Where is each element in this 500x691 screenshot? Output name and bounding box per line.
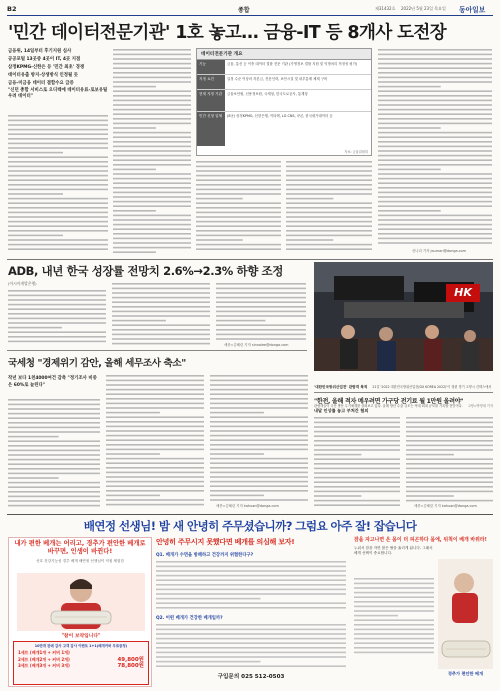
article4-subhead: 내달 인상률 놓고 부처간 협의 [314,408,369,413]
ad-offer-label: 2세트 (베개2개 + 커버 2개) [18,656,70,662]
article3-body-col3 [210,374,308,502]
photo1-credit: 고양=박영대 기자 [467,404,493,408]
subhead-line: 데이터유출 방지-상생방식 인정될 듯 [8,73,79,78]
ad-quote: "참이 보약입니다" [61,634,101,639]
ad-right-headline: 잠을 자고나면 온 몸이 더 피곤하다 몸에, 뒤척이 베개 바꿔라! [354,537,487,543]
body-text-lines [106,374,204,510]
article1-body-col1 [8,114,108,254]
article4-body-col1 [314,416,400,510]
ad-offer-title: 10만개 판매 감사 고객 감사 이벤트 1+1(베개커버 무료증정) [34,644,128,648]
body-text-lines [8,289,106,347]
table-source: 자료: 금융위원회 [344,150,368,154]
article1-body-col4 [286,160,372,254]
article4-byline: 세종=김혜린 기자 kahuan@donga.com [414,504,477,508]
article2-byline: 세종=김혜린 기자 sinnalee@donga.com [224,343,289,347]
edition-number: 제31432호 [375,6,396,11]
ad-offer-box [13,641,149,685]
ad-left-subtitle: 선호 건강기능성 경추 베개 배연정 선생님이 직접 체험한 [36,559,124,563]
table-row-label: 민간 신청 업체 [197,112,225,146]
newspaper-brand: 동아일보 [459,6,486,14]
photo-defense-expo [314,262,493,371]
headline-article1: '민간 데이터전문기관' 1호 놓고… 금융-IT 등 8개사 도전장 [8,23,447,43]
page-header [7,5,493,15]
ad-banner: 배연정 선생님! 밤 새 안녕히 주무셨습니까? 그럼요 아주 잘! 잡습니다 [83,519,417,533]
article2-subhead: (아시아개발은행) [8,281,37,286]
photo1-caption-text: 21일 '2022 대한민국방위산업전(DX KOREA 2022)'이 열린 경기 고양시 킨텍스에서 관람객들이 국산 방산 무기체계를 살펴보고 있다. 올해 방산 수출 규모는 역대 최대 규모를 기록할 전망이다. [314,385,492,408]
article1-body-col2 [113,48,191,254]
table-row [197,112,371,146]
article4-body-col2 [406,416,493,502]
ad-right-caption: 경추가 편안한 베개 [447,671,484,676]
ad-offer-price: 78,800원 [117,663,144,670]
table-row-text: 금융, 통신 등 이종 데이터 결합 전문 기관 (가명정보 결합 지원 및 익명처리 적정성 평가) [227,62,358,66]
ad-q2-body [156,623,346,669]
photo1-caption-title: '대한민국방위산업전' 관람객 북적 [314,385,368,389]
article3-body-col2 [106,374,204,510]
headline-article4: "한전, 올해 적자 메우려면 가구당 전기료 월 1만원 올려야" [314,398,464,405]
body-text-lines [286,160,372,254]
subhead-line: 삼정KPMG-신한은 등 '민간 최초' 경쟁 [8,65,85,70]
ad-offer-label: 1세트 (베개1개 + 커버 1개) [18,650,70,656]
ad-right-body [354,577,434,657]
table-row [197,75,371,90]
ad-middle-headline: 안녕히 주무시지 못했다면 베개를 의심해 보자! [156,537,295,546]
ad-q2: Q2. 어떤 베개가 건강한 베개일까? [156,616,223,621]
ad-right-illustration [438,559,493,669]
article2-body-col1 [8,289,106,347]
table-row-label: 현재 지정 기관 [197,90,225,111]
ad-offer-price: 49,800원 [117,656,144,663]
article3-subhead: 작년 보다 1천4000여건 감축 "정기조사 비중은 60%로 늘린다" [8,376,97,388]
section-label: 종합 [238,7,250,14]
table-title: 데이터전문기관 개요 [197,49,371,60]
body-text-lines [354,577,434,657]
table-row-text: (8곳) 삼정KPMG, 신한은행, 이타렉, LG CNS, 쿠콘, 한국평가데이터 등 [227,114,333,118]
expo-sign: HK [446,284,480,302]
body-text-lines [156,623,346,669]
ad-left-panel [8,537,152,687]
body-text-lines [113,48,191,254]
ad-right-panel [354,537,493,687]
body-text-lines [8,114,108,254]
ad-phone: 구입문의 025 512-0503 [217,674,285,680]
table-row [197,60,371,75]
article3-byline: 세종=김혜린 기자 kahuan@donga.com [216,504,279,508]
body-text-lines [210,374,308,502]
table-row-label: 기능 [197,60,225,74]
subhead-line: 금융위, 14일부터 후기지원 심사 [8,49,72,54]
body-text-lines [8,398,100,510]
article1-subheads [8,48,108,100]
ad-q1-body [156,560,346,612]
article2-body-col2 [112,282,210,347]
subhead-line: 공공포털 13곳중 4곳이 IT, 4곳 지점 [8,57,81,62]
body-text-lines [112,282,210,347]
headline-article2: ADB, 내년 한국 성장률 전망치 2.6%→2.3% 하향 조정 [8,264,283,278]
ad-offer-label: 3세트 (베개3개 + 커버 3개) [18,663,70,669]
pillow-photo-illustration [438,559,493,669]
table-row [197,90,371,112]
article3-body-col1 [8,398,100,510]
body-text-lines [156,560,346,612]
ad-q1: Q1. 베개가 수면을 방해하고 건강까지 위협한다구? [156,553,254,558]
ad-product-illustration [17,573,145,631]
article1-body-col3 [196,160,281,254]
table-row-label: 지정 요건 [197,75,225,89]
article1-byline: 신나리 기자 journari@donga.com [412,249,466,253]
page-number: B2 [7,5,17,13]
ad-offer-row [14,663,148,670]
body-text-lines [314,416,400,510]
ad-left-headline: 내가 편한 베개는 어리고, 경추가 편안한 베개로 바꾸면, 인생이 바뀐다! [14,540,146,555]
headline-article3: 국세청 "경제위기 감안, 올해 세무조사 축소" [8,358,186,369]
table-row-text: 일정 수준 이상의 자본금, 전문인력, 보안시설 및 내부통제 체계 구비 [227,77,328,81]
body-text-lines [406,416,493,502]
photo-illustration [314,262,493,371]
article1-body-col5 [378,48,492,248]
article2-body-col3 [216,282,306,342]
table-row-text: 금융보안원, 신용정보원, 국세청, 한국도로공사, 통계청 [227,92,308,96]
body-text-lines [196,160,281,254]
data-table [196,48,372,156]
person-with-pillow-illustration [17,573,145,631]
body-text-lines [378,48,492,248]
subhead-line: "신던 총합 서비스로 오디텍에 데이터유료-로보유틸 우려 데이터" [8,88,108,99]
ad-right-sub: 누워서 잠을 자면 많은 땀을 흘리게 됩니다. 그래서 베개 선택이 중요합니다. [354,545,433,555]
subhead-line: 금융-미금융 데이터 결합수요 급증 [8,81,74,86]
issue-date: 2022년 5월 23일 목요일 [401,6,446,11]
body-text-lines [216,282,306,342]
